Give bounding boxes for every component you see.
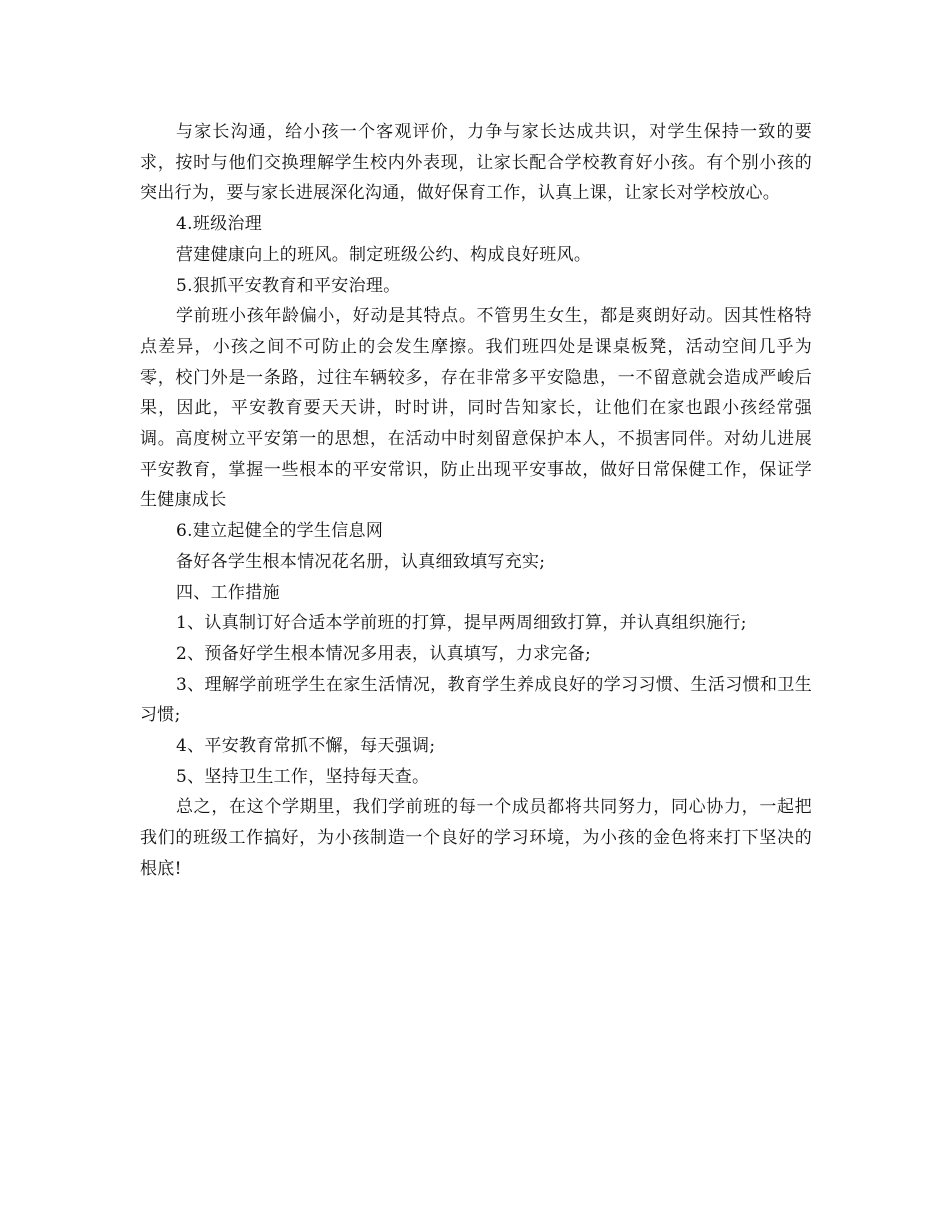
paragraph-conclusion: 总之，在这个学期里，我们学前班的每一个成员都将共同努力，同心协力，一起把我们的班级工作搞好，为小孩制造一个良好的学习环境，为小孩的金色将来打下坚决的根底! bbox=[140, 797, 812, 879]
measure-item-2: 2、预备好学生根本情况多用表，认真填写，力求完备; bbox=[176, 643, 592, 664]
paragraph-parent-communication: 与家长沟通，给小孩一个客观评价，力争与家长达成共识，对学生保持一致的要求，按时与他们交换理解学生校内外表现，让家长配合学校教育好小孩。有个别小孩的突出行为，要与家长进展深化沟通，做好保育工作，认真上课，让家长对学校放心。 bbox=[140, 122, 812, 204]
measure-item-4: 4、平安教育常抓不懈，每天强调; bbox=[176, 736, 436, 757]
paragraph-class-style: 营建健康向上的班风。制定班级公约、构成良好班风。 bbox=[176, 244, 592, 265]
paragraph-student-roster: 备好各学生根本情况花名册，认真细致填写充实; bbox=[176, 551, 546, 572]
heading-class-management: 4.班级治理 bbox=[176, 214, 263, 235]
document-body bbox=[140, 117, 812, 885]
measure-item-5: 5、坚持卫生工作，坚持每天查。 bbox=[176, 766, 430, 787]
measure-item-3: 3、理解学前班学生在家生活情况，教育学生养成良好的学习习惯、生活习惯和卫生习惯; bbox=[140, 674, 812, 726]
heading-student-info-network: 6.建立起健全的学生信息网 bbox=[176, 521, 384, 542]
heading-work-measures: 四、工作措施 bbox=[176, 582, 280, 603]
heading-safety-education: 5.狠抓平安教育和平安治理。 bbox=[176, 275, 401, 296]
paragraph-safety-details: 学前班小孩年龄偏小，好动是其特点。不管男生女生，都是爽朗好动。因其性格特点差异，小孩之间不可防止的会发生摩擦。我们班四处是课桌板凳，活动空间几乎为零，校门外是一条路，过往车辆较多，存在非常多平安隐患，一不留意就会造成严峻后果，因此，平安教育要天天讲，时时讲，同时告知家长，让他们在家也跟小孩经常强调。高度树立平安第一的思想，在活动中时刻留意保护本人，不损害同伴。对幼儿进展平安教育，掌握一些根本的平安常识，防止出现平安事故，做好日常保健工作，保证学生健康成长 bbox=[140, 306, 812, 511]
measure-item-1: 1、认真制订好合适本学前班的打算，提早两周细致打算，并认真组织施行; bbox=[176, 613, 747, 634]
